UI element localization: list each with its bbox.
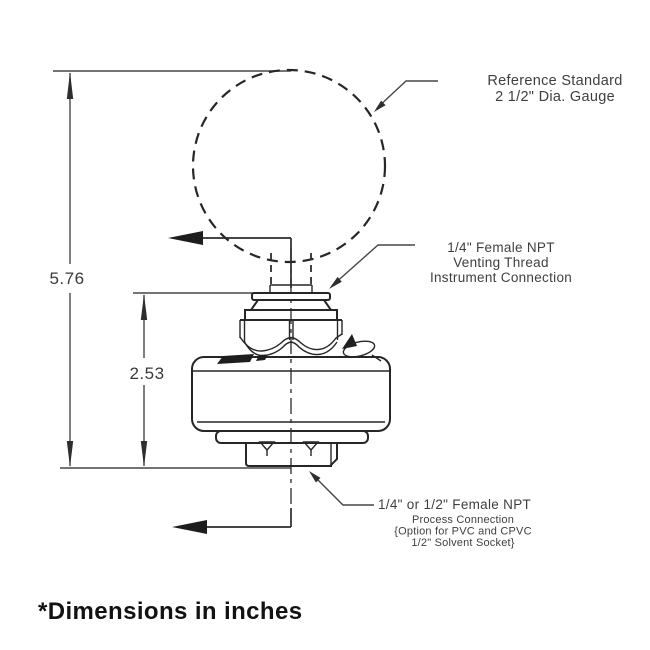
callout-text-line: 1/2" Solvent Socket} [411,537,515,549]
callout-text-line: Process Connection [411,514,515,526]
callout-venting [329,240,572,289]
arrow-up-icon [141,294,147,320]
cap-plate [252,293,330,300]
arrow-down-icon [67,441,73,467]
callout-text-line: 1/4" or 1/2" Female NPT [378,497,532,512]
callout-text-line: Instrument Connection [429,270,573,285]
callout-process-connection [309,471,532,549]
callout-text-line: Reference Standard [487,73,623,89]
overall-height-value: 5.76 [49,269,85,288]
process-connection-assembly [216,431,368,466]
callout-text-line: 2 1/2" Dia. Gauge [495,89,615,105]
callout-text-line: 1/4" Female NPT [447,240,555,255]
arrow-left-icon [168,231,203,245]
callout-text-line: {Option for PVC and CPVC [394,525,532,538]
arrow-left-icon [172,520,207,534]
callout-reference-gauge [374,73,623,112]
dimension-overall-height [49,71,291,468]
tab-shadow [342,334,357,349]
brand-marking-main [217,354,254,364]
leader-line [333,245,415,285]
process-flow-arrow-lower [172,508,291,534]
flange [216,431,368,443]
leader-line [313,475,374,505]
callout-text-line: Venting Thread [453,255,549,270]
reference-gauge-circle [193,70,385,262]
brand-marking [217,354,268,364]
units-footnote: *Dimensions in inches [38,598,303,625]
body-height-value: 2.53 [129,364,165,383]
arrow-down-icon [141,441,147,467]
leader-line [377,81,438,108]
arrow-up-icon [67,72,73,99]
